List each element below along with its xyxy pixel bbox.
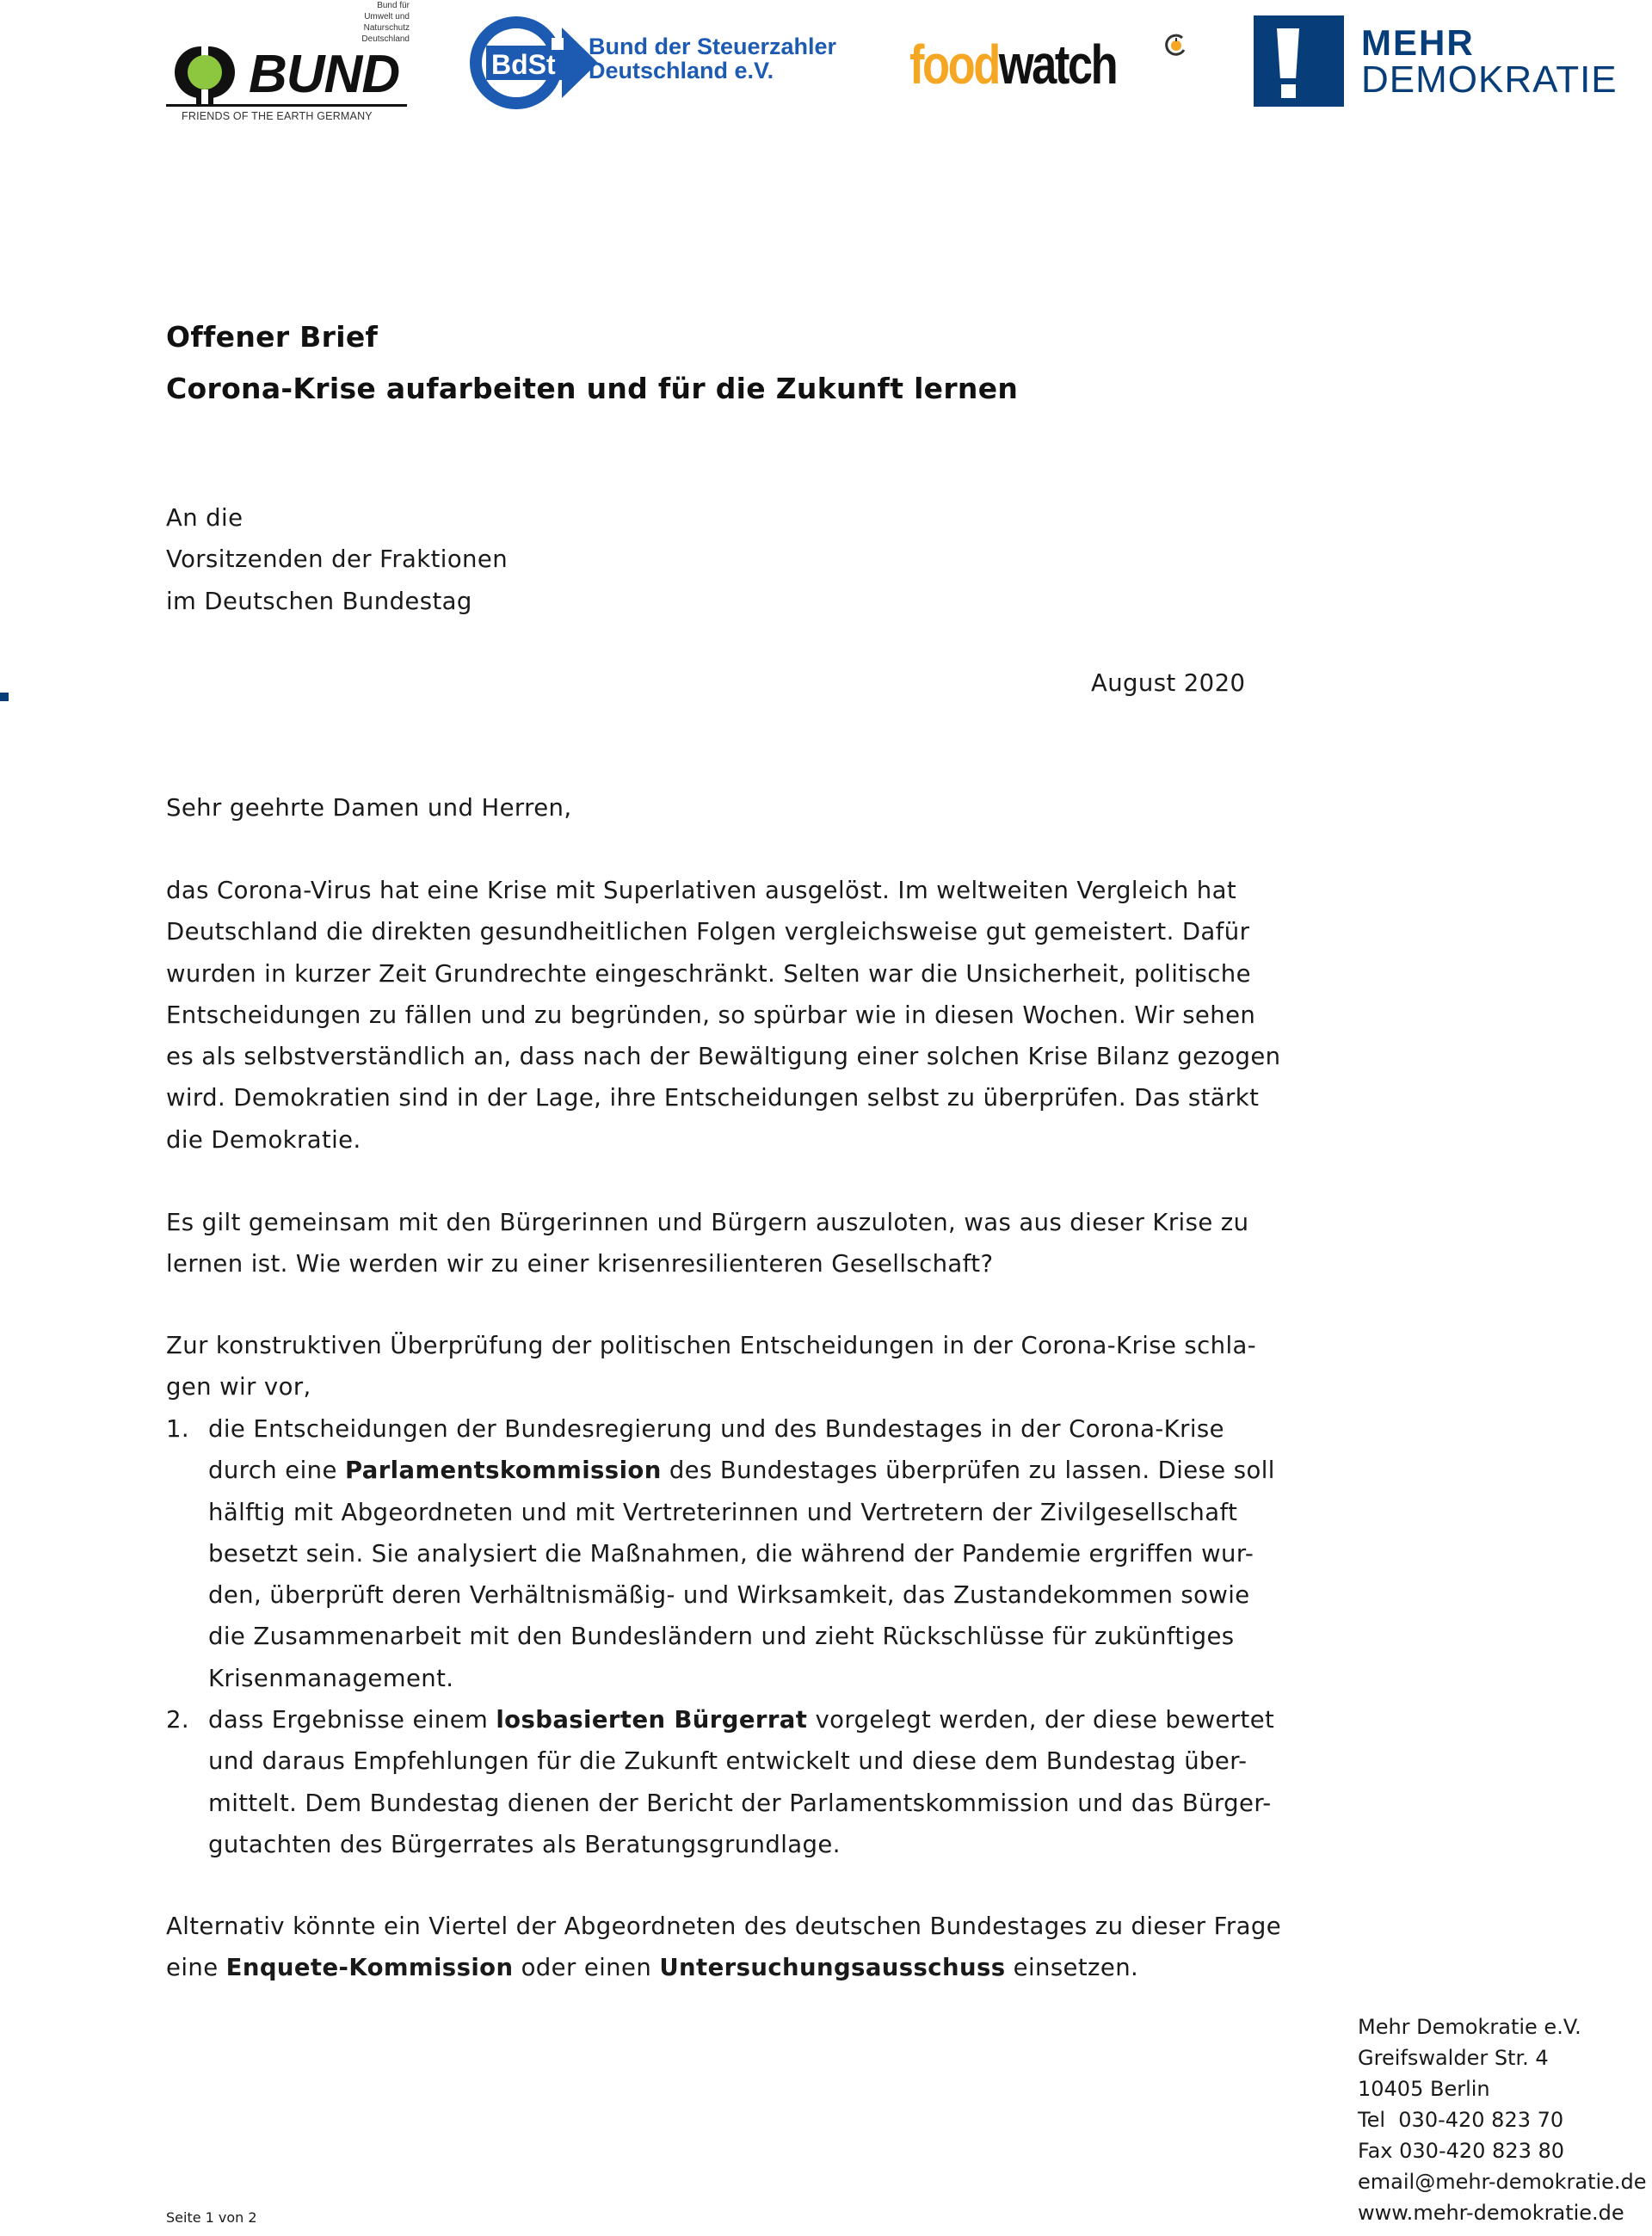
sender-street: Greifswalder Str. 4 xyxy=(1358,2046,1549,2070)
exclamation-dot-icon xyxy=(1281,84,1296,98)
paragraph-2: Es gilt gemeinsam mit den Bürgerinnen und Bürgern auszuloten, was aus dieser Krise zu lernen ist. Wie werden wir zu einer krisenresilienteren Gesellschaft? xyxy=(166,1209,1249,1278)
mehr-demokratie-line2: DEMOKRATIE xyxy=(1361,59,1618,101)
bund-logo-subtitle: Bund für Umwelt und Naturschutz Deutschland xyxy=(361,1,410,44)
letter-type-heading: Offener Brief xyxy=(166,320,379,354)
emphasis-parlamentskommission: Parlamentskommission xyxy=(344,1457,662,1485)
sender-tel: Tel 030-420 823 70 xyxy=(1358,2108,1564,2132)
paragraph-3: Zur konstruktiven Überprüfung der politischen Entscheidungen in der Corona-Krise schla- gen wir vor, xyxy=(166,1332,1257,1401)
sender-website-link[interactable]: www.mehr-demokratie.de xyxy=(1358,2201,1624,2225)
letter-date: August 2020 xyxy=(1091,669,1246,697)
foodwatch-apple-icon xyxy=(1163,33,1187,57)
bund-tagline: FRIENDS OF THE EARTH GERMANY xyxy=(182,110,373,122)
mehr-demokratie-line1: MEHR xyxy=(1361,22,1475,63)
bdst-arrow-icon xyxy=(469,15,598,110)
list-number: 1. xyxy=(166,1415,190,1443)
sender-city: 10405 Berlin xyxy=(1358,2077,1490,2101)
recipient-block: An die Vorsitzenden der Fraktionen im Deutschen Bundestag xyxy=(166,504,509,615)
sender-address xyxy=(1358,2011,1647,2228)
sender-name: Mehr Demokratie e.V. xyxy=(1358,2015,1581,2039)
paragraph-4: Alternativ könnte ein Viertel der Abgeordneten des deutschen Bundestages zu dieser Frage eine Enquete-Kommission oder einen Untersuchungsausschuss einsetzen. xyxy=(166,1913,1282,1982)
salutation: Sehr geehrte Damen und Herren, xyxy=(166,794,572,822)
paragraph-1: das Corona-Virus hat eine Krise mit Superlativen ausgelöst. Im weltweiten Vergleich hat Deutschland die direkten gesundheitlichen Folgen vergleichsweise gut gemeistert. Dafür wurden in kurzer Zeit Grundrechte eingeschränkt. Selten war die Unsicherheit, politische Entscheidungen zu fällen und zu begründen, so spürbar wie in diesen Wochen. Wir sehen es als selbstverständlich an, dass nach der Bewältigung einer solchen Krise Bilanz gezogen wird. Demokratien sind in der Lage, ihre Entscheidungen selbst zu überprüfen. Das stärkt die Demokratie. xyxy=(166,877,1281,1154)
emphasis-enquete-kommission: Enquete-Kommission xyxy=(225,1954,514,1982)
sender-fax: Fax 030-420 823 80 xyxy=(1358,2139,1565,2163)
letter-subject-heading: Corona-Krise aufarbeiten und für die Zukunft lernen xyxy=(166,372,1019,405)
exclamation-icon xyxy=(1277,28,1299,78)
page-number: Seite 1 von 2 xyxy=(166,2209,257,2226)
emphasis-buergerrat: losbasierten Bürgerrat xyxy=(496,1706,808,1734)
bund-wordmark: BUND xyxy=(249,45,400,104)
fold-mark xyxy=(0,693,9,701)
bund-tree-icon xyxy=(175,45,235,107)
emphasis-untersuchungsausschuss: Untersuchungsausschuss xyxy=(659,1954,1006,1982)
bund-underline xyxy=(166,104,407,107)
sender-email-link[interactable]: email@mehr-demokratie.de xyxy=(1358,2170,1647,2194)
list-number: 2. xyxy=(166,1706,190,1734)
foodwatch-wordmark: foodwatch xyxy=(909,34,1117,95)
bdst-name: Bund der Steuerzahler Deutschland e.V. xyxy=(589,34,837,83)
svg-text:BdSt: BdSt xyxy=(491,49,556,80)
